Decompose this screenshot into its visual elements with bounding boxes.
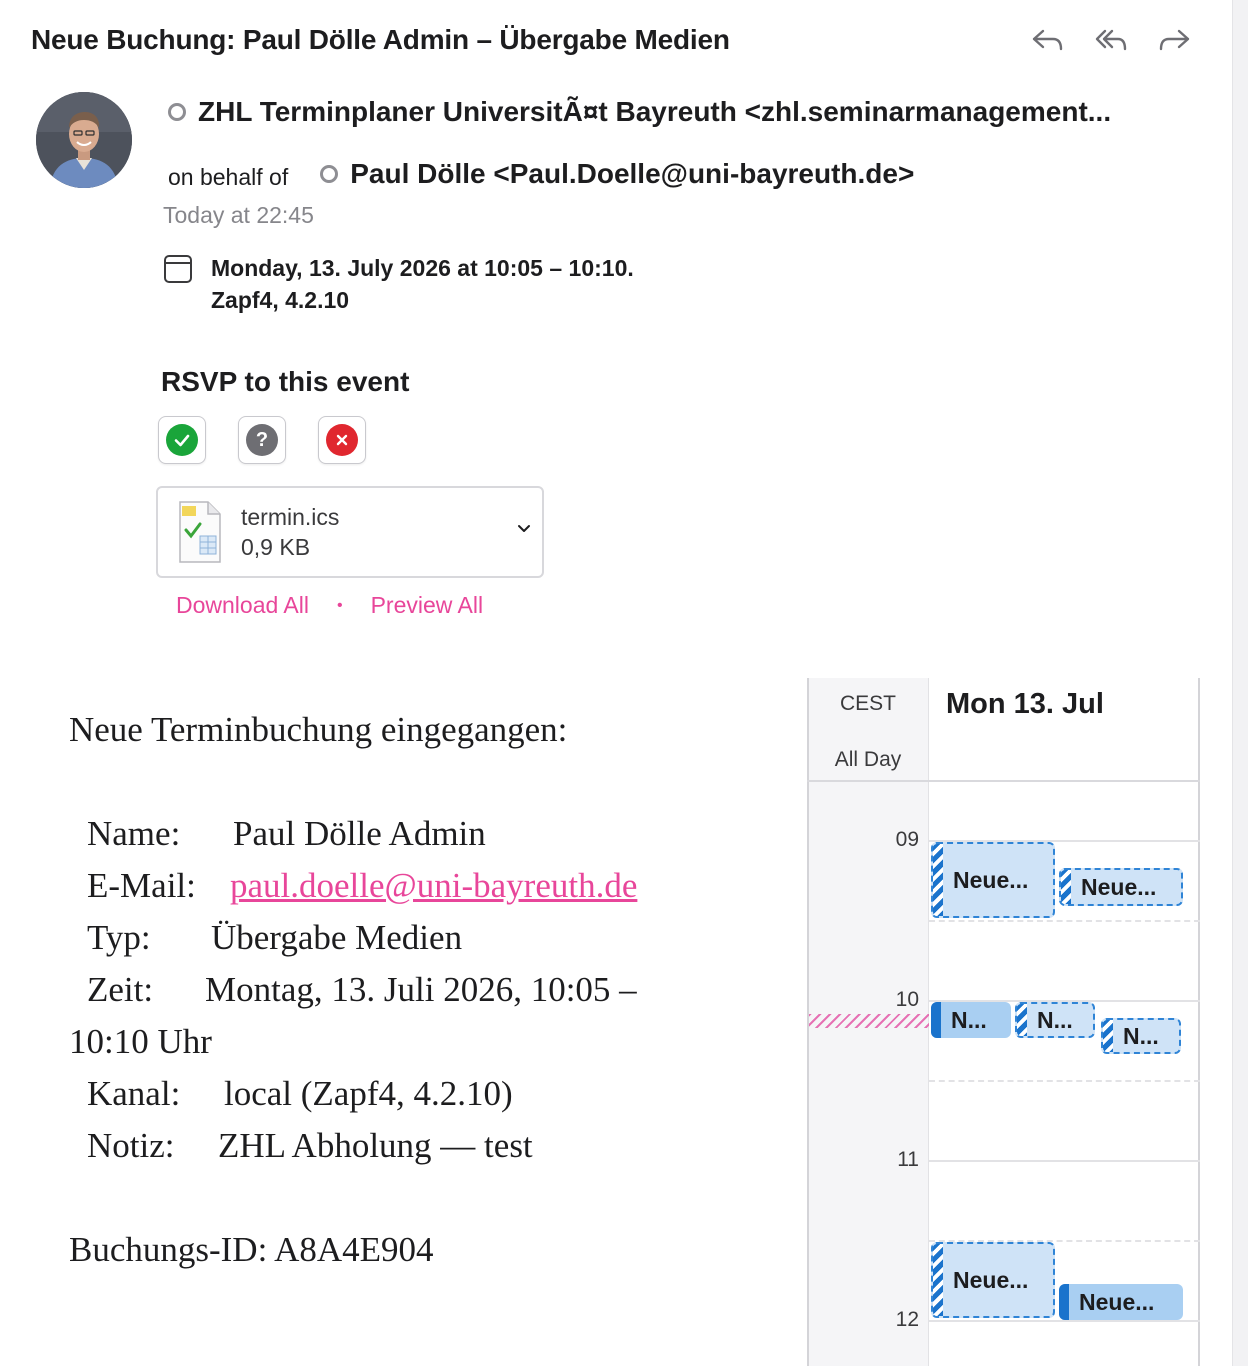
event-label: Neue... [953,1266,1029,1293]
calendar-event[interactable] [931,1002,1011,1038]
event-label: N... [1037,1006,1073,1033]
chevron-down-icon[interactable] [514,518,534,538]
calendar-icon [163,252,193,284]
name-value: Paul Dölle Admin [233,814,486,853]
channel-value: local (Zapf4, 4.2.10) [224,1074,513,1113]
hour-label: 12 [895,1308,919,1331]
calendar-header-divider [807,780,1200,782]
rsvp-accept-button[interactable] [158,416,206,464]
rsvp-buttons [158,416,366,464]
body-note-row [87,1126,533,1166]
message-subject: Neue Buchung: Paul Dölle Admin – Übergabe Medien [31,24,730,55]
scrollbar-track[interactable] [1232,0,1248,1366]
calendar-day-preview[interactable] [807,678,1200,1366]
time-label: Zeit: [87,970,154,1009]
event-when: Monday, 13. July 2026 at 10:05 – 10:10. [211,255,634,281]
separator-dot: • [336,596,343,614]
rsvp-maybe-button[interactable] [238,416,286,464]
hour-label: 09 [895,828,919,851]
event-label: N... [951,1006,987,1033]
calendar-event[interactable] [1059,868,1183,906]
forward-button[interactable] [1154,22,1196,58]
current-time-indicator [809,1014,929,1028]
reply-button[interactable] [1026,22,1068,58]
time-value-2: 10:10 Uhr [69,1022,212,1061]
event-label: Neue... [1081,873,1157,900]
attachment-tile[interactable] [156,486,544,578]
forward-icon [1157,25,1193,55]
hour-label: 10 [895,988,919,1011]
event-label: N... [1123,1022,1159,1049]
attachment-name: termin.ics [241,504,340,530]
rsvp-decline-button[interactable] [318,416,366,464]
body-intro: Neue Terminbuchung eingegangen: [69,710,568,749]
contact-status-icon [168,103,186,121]
event-label: Neue... [1079,1288,1155,1315]
all-day-label: All Day [834,748,902,771]
calendar-event[interactable] [931,1242,1055,1318]
half-hour-line [929,920,1200,922]
hour-line [929,1320,1200,1322]
body-channel-row [87,1074,513,1114]
event-where: Zapf4, 4.2.10 [211,287,350,313]
checkmark-icon [166,424,198,456]
reply-all-button[interactable] [1090,22,1132,58]
calendar-event[interactable] [1059,1284,1183,1320]
event-summary [163,252,634,316]
note-label: Notiz: [87,1126,175,1165]
time-value-1: Montag, 13. Juli 2026, 10:05 – [205,970,637,1009]
contact-status-icon [320,165,338,183]
note-value: ZHL Abholung — test [218,1126,533,1165]
channel-label: Kanal: [87,1074,181,1113]
message-date: Today at 22:45 [163,202,314,228]
sender-line [168,96,1111,128]
download-all-link[interactable]: Download All [176,592,309,618]
type-label: Typ: [87,918,151,957]
sender-avatar[interactable] [36,92,132,188]
attachment-actions [176,592,483,619]
half-hour-line [929,1080,1200,1082]
body-name-row [87,814,486,854]
email-link[interactable]: paul.doelle@uni-bayreuth.de [230,866,638,905]
reply-all-icon [1093,25,1129,55]
calendar-event[interactable] [1015,1002,1095,1038]
message-actions [1026,22,1196,58]
booking-id: Buchungs-ID: A8A4E904 [69,1230,434,1269]
ics-file-icon [176,500,224,564]
rsvp-title: RSVP to this event [161,366,410,397]
type-value: Übergabe Medien [211,918,463,957]
preview-all-link[interactable]: Preview All [370,592,484,618]
on-behalf-label: on behalf of [168,164,289,190]
hour-line [929,1160,1200,1162]
on-behalf-name[interactable]: Paul Dölle <Paul.Doelle@uni-bayreuth.de> [350,157,915,189]
hour-label: 11 [897,1148,919,1171]
x-mark-icon [326,424,358,456]
email-label: E-Mail: [87,866,196,905]
body-time-row [87,970,637,1010]
calendar-event[interactable] [1101,1018,1181,1054]
reply-icon [1029,25,1065,55]
question-mark-icon: ? [246,424,278,456]
body-type-row [87,918,462,958]
event-label: Neue... [953,866,1029,893]
timezone-label: CEST [839,692,896,715]
calendar-day-title: Mon 13. Jul [946,688,1104,720]
name-label: Name: [87,814,181,853]
on-behalf-line [168,156,914,191]
calendar-event[interactable] [931,842,1055,918]
sender-name[interactable]: ZHL Terminplaner UniversitÃ¤t Bayreuth <zhl.seminarmanagement... [198,96,1112,127]
attachment-size: 0,9 KB [241,534,311,560]
body-email-row [87,866,637,906]
